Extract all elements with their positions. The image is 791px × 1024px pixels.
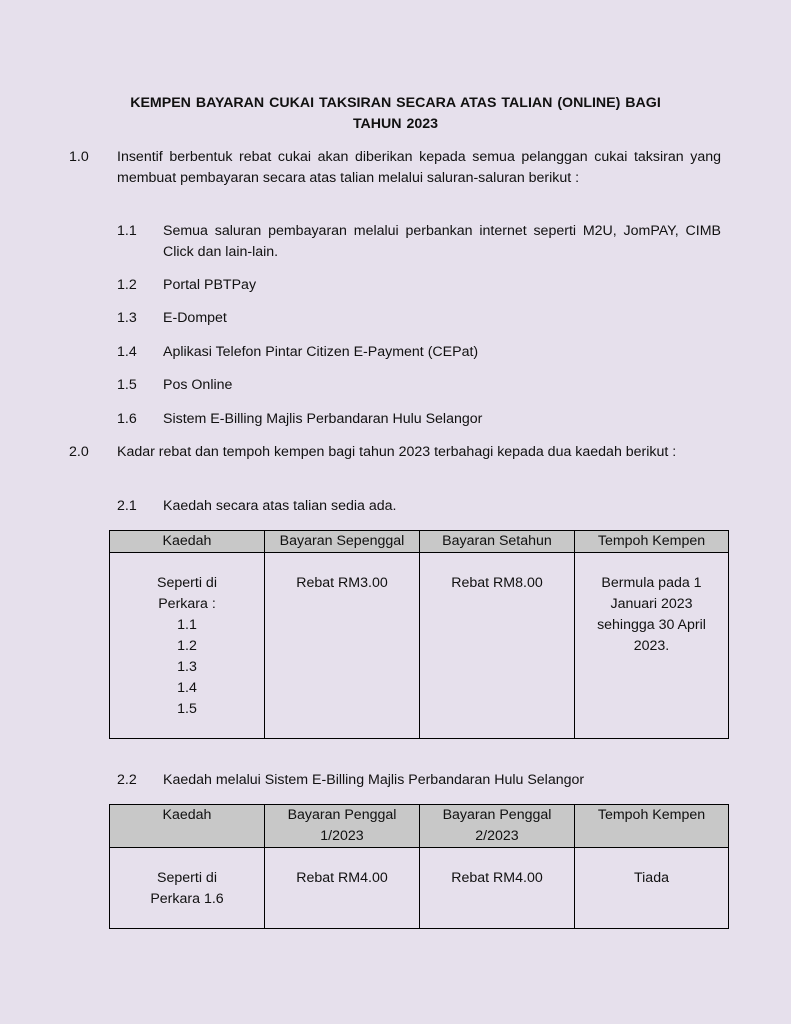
- rebate-table-ebilling: [109, 804, 729, 929]
- document-title: [60, 93, 731, 135]
- table-cell: Bermula pada 1 Januari 2023 sehingga 30 April 2023.: [575, 553, 729, 739]
- table-row: [110, 848, 729, 929]
- table-cell: Rebat RM4.00: [265, 848, 420, 929]
- table-header-row: [110, 805, 729, 848]
- table-header-cell: Bayaran Penggal 1/2023: [265, 805, 420, 848]
- item-text: Pos Online: [163, 377, 233, 393]
- rebate-table-online: [109, 530, 729, 739]
- table-header-cell: Bayaran Penggal 2/2023: [420, 805, 575, 848]
- table-header-cell: Bayaran Sepenggal: [265, 531, 420, 553]
- item-text: Sistem E-Billing Majlis Perbandaran Hulu Selangor: [163, 411, 483, 427]
- table-header-row: [110, 531, 729, 553]
- table-header-cell: Kaedah: [110, 531, 265, 553]
- item-number: 1.5: [117, 377, 137, 393]
- table-row: [110, 553, 729, 739]
- item-text: Semua saluran pembayaran melalui perbankan internet seperti M2U, JomPAY, CIMB Click dan lain-lain.: [163, 223, 721, 260]
- item-text: Portal PBTPay: [163, 277, 257, 293]
- section-1-text: Insentif berbentuk rebat cukai akan diberikan kepada semua pelanggan cukai taksiran yang membuat pembayaran secara atas talian melalui saluran-saluran berikut :: [117, 149, 721, 186]
- title-line-2: TAHUN 2023: [352, 116, 439, 132]
- item-number: 1.2: [117, 277, 137, 293]
- sub-2-2-number: 2.2: [117, 772, 137, 788]
- item-text: Aplikasi Telefon Pintar Citizen E-Payment (CEPat): [163, 344, 479, 360]
- item-number: 1.6: [117, 411, 137, 427]
- table-header-cell: Tempoh Kempen: [575, 805, 729, 848]
- table-cell: Seperti di Perkara : 1.1 1.2 1.3 1.4 1.5: [110, 553, 265, 739]
- item-number: 1.3: [117, 310, 137, 326]
- title-line-1: KEMPEN BAYARAN CUKAI TAKSIRAN SECARA ATAS TALIAN (ONLINE) BAGI: [130, 95, 661, 111]
- table-cell: Rebat RM8.00: [420, 553, 575, 739]
- section-1-number: 1.0: [69, 149, 89, 165]
- item-number: 1.4: [117, 344, 137, 360]
- section-2-text: Kadar rebat dan tempoh kempen bagi tahun 2023 terbahagi kepada dua kaedah berikut :: [117, 444, 677, 460]
- table-header-cell: Tempoh Kempen: [575, 531, 729, 553]
- sub-2-1-number: 2.1: [117, 498, 137, 514]
- table-cell: Rebat RM4.00: [420, 848, 575, 929]
- item-number: 1.1: [117, 223, 137, 239]
- table-header-cell: Kaedah: [110, 805, 265, 848]
- table-cell: Rebat RM3.00: [265, 553, 420, 739]
- table-header-cell: Bayaran Setahun: [420, 531, 575, 553]
- sub-2-1-text: Kaedah secara atas talian sedia ada.: [163, 498, 397, 514]
- section-2-number: 2.0: [69, 444, 89, 460]
- sub-2-2-text: Kaedah melalui Sistem E-Billing Majlis Perbandaran Hulu Selangor: [163, 772, 585, 788]
- table-cell: Tiada: [575, 848, 729, 929]
- item-text: E-Dompet: [163, 310, 227, 326]
- table-cell: Seperti di Perkara 1.6: [110, 848, 265, 929]
